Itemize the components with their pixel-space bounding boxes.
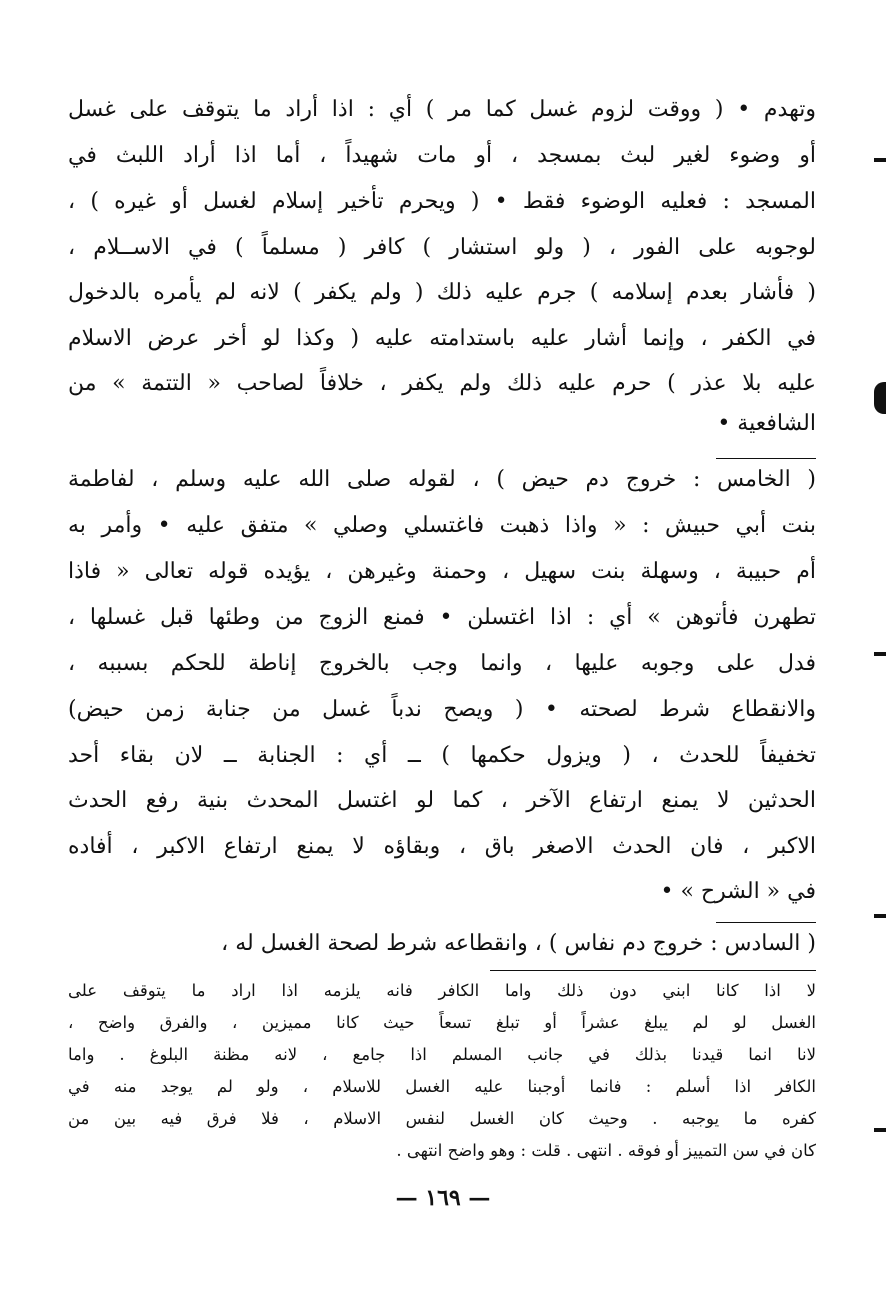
text-line: ( السادس : خروج دم نفاس ) ، وانقطاعه شرط لصحة الغسل له ، <box>221 931 816 956</box>
text-line: في الكفر ، وإنما أشار عليه باستدامته عليه ( وكذا لو أخر عرض الاسلام <box>68 326 816 351</box>
text-line: المسجد : فعليه الوضوء فقط • ( ويحرم تأخير إسلام لغسل أو غيره ) ، <box>68 189 816 214</box>
text-line: ( الخامس : خروج دم حيض ) ، لقوله صلى الله عليه وسلم ، لفاطمة <box>68 467 816 492</box>
section-rule <box>716 458 816 459</box>
text-line: وتهدم • ( ووقت لزوم غسل كما مر ) أي : اذا أراد ما يتوقف على غسل <box>68 97 816 122</box>
text-line: والانقطاع شرط لصحته • ( ويصح ندباً غسل من جنابة زمن حيض) <box>68 697 816 722</box>
text-line: الشافعية • <box>717 411 816 436</box>
text-line: فدل على وجوبه عليها ، وانما وجب بالخروج إناطة للحكم بسببه ، <box>68 651 816 676</box>
footnote-separator <box>490 970 816 971</box>
text-line: عليه بلا عذر ) حرم عليه ذلك ولم يكفر ، خلافاً لصاحب « التتمة » من <box>68 371 816 396</box>
text-line: الحدثين لا يمنع ارتفاع الآخر ، كما لو اغتسل المحدث بنية رفع الحدث <box>68 788 816 813</box>
footnote-line: الكافر اذا أسلم : فانما أوجبنا عليه الغسل للاسلام ، ولو لم يوجد منه في <box>68 1077 816 1096</box>
text-line: في « الشرح » • <box>660 879 816 904</box>
text-line: الاكبر ، فان الحدث الاصغر باق ، وبقاؤه لا يمنع ارتفاع الاكبر ، أفاده <box>68 834 816 859</box>
edge-mark <box>874 652 886 656</box>
edge-mark <box>874 1128 886 1132</box>
page-number: — ١٦٩ — <box>395 1185 491 1211</box>
text-line: ( فأشار بعدم إسلامه ) جرم عليه ذلك ( ولم يكفر ) لانه لم يأمره بالدخول <box>68 280 816 305</box>
edge-mark <box>874 914 886 918</box>
footnote-line: لا اذا كانا ابني دون ذلك واما الكافر فانه يلزمه اذا اراد ما يتوقف على <box>68 981 816 1000</box>
footnote-line: كان في سن التمييز أو فوقه . انتهى . قلت : وهو واضح انتهى . <box>396 1141 816 1160</box>
footnote-line: الغسل لو لم يبلغ عشراً أو تبلغ تسعاً حيث كانا مميزين ، والفرق واضح ، <box>68 1013 816 1032</box>
text-line: تطهرن فأتوهن » أي : اذا اغتسلن • فمنع الزوج من وطئها قبل غسلها ، <box>68 605 816 630</box>
text-line: بنت أبي حبيش : « واذا ذهبت فاغتسلي وصلي » متفق عليه • وأمر به <box>68 513 816 538</box>
text-line: أو وضوء لغير لبث بمسجد ، أو مات شهيداً ، أما اذا أراد اللبث في <box>68 143 816 168</box>
edge-mark <box>874 158 886 162</box>
edge-mark <box>874 382 886 414</box>
footnote-line: كفره ما يوجبه . وحيث كان الغسل لنفس الاسلام ، فلا فرق فيه بين من <box>68 1109 816 1128</box>
footnote-line: لانا انما قيدنا بذلك في جانب المسلم اذا جامع ، لانه مظنة البلوغ . واما <box>68 1045 816 1064</box>
text-line: أم حبيبة ، وسهلة بنت سهيل ، وحمنة وغيرهن ، يؤيده قوله تعالى « فاذا <box>68 559 816 584</box>
text-line: لوجوبه على الفور ، ( ولو استشار ) كافر ( مسلماً ) في الاســلام ، <box>68 235 816 260</box>
section-rule <box>716 922 816 923</box>
text-line: تخفيفاً للحدث ، ( ويزول حكمها ) ــ أي : الجنابة ــ لان بقاء أحد <box>68 743 816 768</box>
